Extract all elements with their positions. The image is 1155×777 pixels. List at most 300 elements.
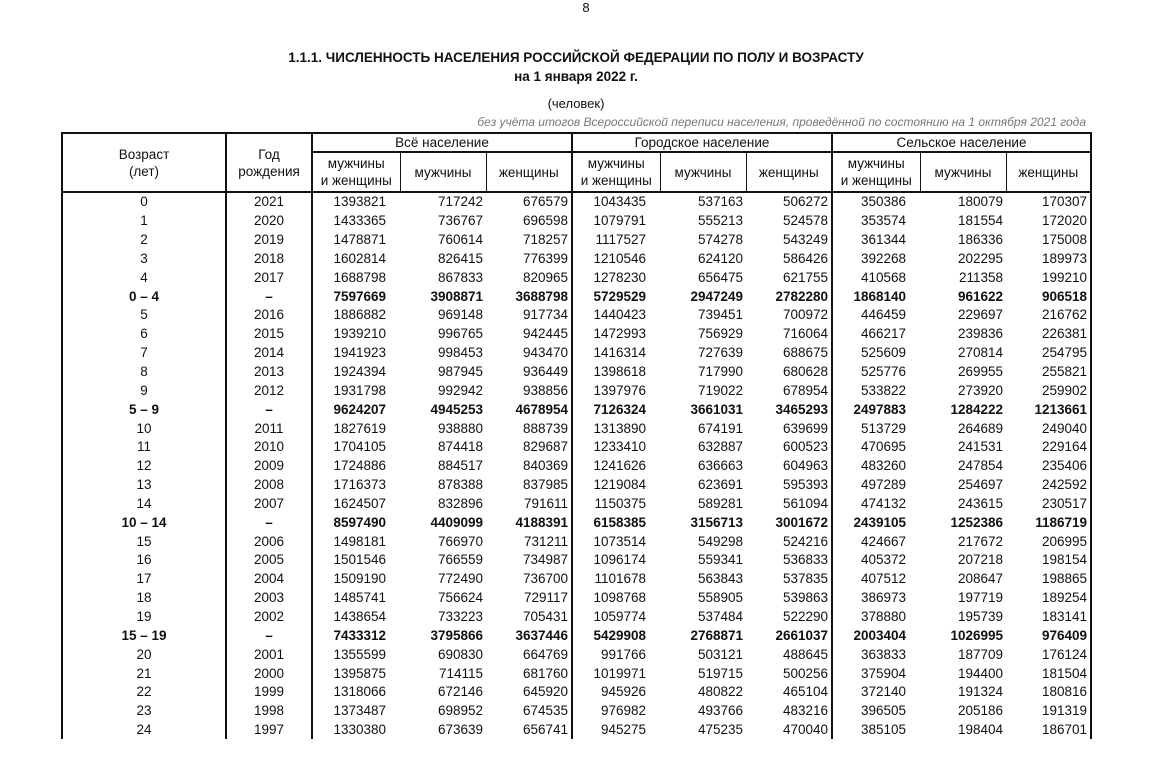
cell-rural-men: 254697 [957,477,1003,493]
cell-rural-men: 269955 [957,364,1003,380]
cell-rural-men: 961622 [957,288,1003,304]
cell-urban-both: 1416314 [593,345,646,361]
cell-birth-year: 2000 [226,664,312,683]
cell-urban-women: 678954 [746,381,832,400]
cell-urban-men: 623691 [697,477,743,493]
cell-rural-women: 189254 [1006,589,1091,608]
cell-urban-women: 539863 [746,589,832,608]
cell-urban-women: 604963 [746,457,832,476]
cell-urban-men: 537484 [697,608,743,624]
cell-total-both: 1330380 [333,722,386,738]
cell-rural-men: 211358 [958,269,1003,285]
table-row [62,702,1091,721]
cell-age: 18 [62,589,226,608]
cell-rural-men: 191324 [957,684,1003,700]
cell-total-men: 3908871 [430,288,483,304]
cell-rural-both: 446459 [860,307,906,323]
cell-urban-both: 945275 [600,722,646,738]
cell-total-men: 874418 [437,439,483,455]
table-row [62,419,1091,438]
cell-rural-both: 385105 [860,722,906,738]
cell-total-men: 969148 [437,307,483,323]
cell-birth-year: 2007 [226,495,312,514]
cell-total-both: 1941923 [333,345,386,361]
cell-urban-women: 3001672 [746,513,832,532]
cell-birth-year: 2001 [226,645,312,664]
cell-rural-women: 189973 [1006,250,1091,269]
cell-total-men: 987945 [437,364,483,380]
cell-rural-both: 2003404 [853,627,906,643]
cell-birth-year: 2006 [226,532,312,551]
cell-rural-women: 170307 [1006,192,1091,212]
cell-rural-men: 195739 [957,608,1003,624]
cell-age: 1 [62,212,226,231]
cell-total-men: 698952 [437,703,483,719]
cell-age: 10 [62,419,226,438]
header-group-rural: Сельское население [832,133,1091,152]
header-total-men: мужчины [400,152,486,192]
cell-urban-both: 1219084 [593,477,646,493]
cell-birth-year: – [226,400,312,419]
cell-total-women: 4188391 [486,513,572,532]
cell-birth-year: 2016 [226,306,312,325]
cell-birth-year: – [226,513,312,532]
cell-total-men: 3795866 [430,627,483,643]
cell-urban-men: 674191 [697,420,743,436]
cell-total-women: 705431 [486,608,572,627]
cell-total-men: 717242 [437,194,483,210]
cell-total-men: 766559 [437,552,483,568]
cell-urban-women: 595393 [746,476,832,495]
cell-total-men: 878388 [437,477,483,493]
table-row [62,570,1091,589]
cell-urban-both: 5429908 [593,627,646,643]
cell-urban-women: 2782280 [746,287,832,306]
cell-rural-women: 199210 [1006,268,1091,287]
cell-age: 15 – 19 [62,626,226,645]
cell-total-both: 9624207 [333,401,386,417]
cell-total-men: 672146 [437,684,483,700]
cell-total-men: 938880 [437,420,483,436]
cell-rural-women: 183141 [1006,608,1091,627]
cell-rural-men: 194400 [957,665,1003,681]
cell-total-both: 1602814 [333,250,386,266]
cell-total-men: 733223 [437,608,483,624]
cell-total-both: 1395875 [333,665,386,681]
cell-rural-men: 187709 [957,646,1003,662]
cell-urban-men: 636663 [697,458,743,474]
header-rural-women: женщины [1006,152,1091,192]
table-row [62,344,1091,363]
cell-urban-both: 1233410 [593,439,646,455]
cell-rural-both: 386973 [860,590,906,606]
cell-total-men: 826415 [437,250,483,266]
cell-rural-women: 254795 [1006,344,1091,363]
header-year-line1: Год [258,146,280,162]
cell-total-men: 690830 [437,646,483,662]
cell-urban-both: 991766 [600,646,646,662]
cell-total-women: 729117 [486,589,572,608]
cell-total-both: 1433365 [333,213,386,229]
cell-rural-women: 249040 [1006,419,1091,438]
header-urban-women: женщины [746,152,832,192]
cell-urban-women: 688675 [746,344,832,363]
cell-age: 21 [62,664,226,683]
cell-urban-both: 1440423 [593,307,646,323]
cell-total-women: 676579 [486,192,572,212]
header-age-line1: Возраст [118,146,170,162]
cell-birth-year: 2019 [226,231,312,250]
cell-urban-men: 475235 [697,722,743,738]
cell-urban-women: 537835 [746,570,832,589]
cell-urban-men: 717990 [697,364,743,380]
cell-total-men: 867833 [437,269,483,285]
cell-total-women: 681760 [486,664,572,683]
table-note: без учёта итогов Всероссийской переписи населения, проведённой по состоянию на 1 октября 2021 года [477,115,1086,129]
cell-birth-year: 2002 [226,608,312,627]
cell-rural-both: 525609 [860,345,906,361]
table-row [62,664,1091,683]
header-group-urban: Городское население [572,133,832,152]
table-row [62,306,1091,325]
cell-urban-men: 555213 [697,213,743,229]
cell-total-men: 736767 [437,213,483,229]
cell-rural-men: 239836 [957,326,1003,342]
cell-total-men: 760614 [437,232,483,248]
cell-rural-women: 198865 [1006,570,1091,589]
cell-rural-men: 205186 [957,703,1003,719]
cell-rural-women: 1186719 [1006,513,1091,532]
cell-urban-both: 1043435 [593,194,646,210]
cell-total-men: 766970 [437,533,483,549]
cell-rural-both: 474132 [860,495,906,511]
cell-urban-women: 2661037 [746,626,832,645]
cell-urban-men: 719022 [697,382,743,398]
cell-urban-women: 600523 [746,438,832,457]
cell-urban-men: 656475 [697,269,743,285]
cell-birth-year: 1998 [226,702,312,721]
cell-rural-women: 176124 [1006,645,1091,664]
header-rural-both [832,152,920,192]
table-row [62,721,1091,740]
cell-total-women: 674535 [486,702,572,721]
cell-urban-women: 488645 [746,645,832,664]
cell-urban-women: 500256 [746,664,832,683]
cell-total-both: 1716373 [333,477,386,493]
cell-birth-year: 2020 [226,212,312,231]
cell-age: 9 [62,381,226,400]
cell-age: 15 [62,532,226,551]
cell-total-women: 645920 [486,683,572,702]
cell-age: 24 [62,721,226,740]
cell-urban-men: 549298 [697,533,743,549]
cell-rural-women: 259902 [1006,381,1091,400]
cell-rural-women: 226381 [1006,325,1091,344]
cell-urban-both: 1117527 [595,232,646,248]
cell-total-men: 4409099 [430,514,483,530]
cell-rural-both: 407512 [860,571,906,587]
cell-urban-men: 2768871 [690,627,743,643]
cell-rural-men: 273920 [957,382,1003,398]
header-both-line2: и женщины [580,173,652,188]
cell-rural-men: 208647 [957,571,1003,587]
table-row [62,250,1091,269]
cell-birth-year: 2015 [226,325,312,344]
cell-total-women: 888739 [486,419,572,438]
table-row [62,363,1091,382]
table-row [62,268,1091,287]
cell-total-both: 1485741 [333,590,386,606]
table-row [62,608,1091,627]
cell-urban-both: 1398618 [593,364,646,380]
cell-rural-both: 378880 [860,608,906,624]
cell-rural-both: 2497883 [853,401,906,417]
cell-birth-year: 2013 [226,363,312,382]
cell-total-women: 734987 [486,551,572,570]
cell-urban-men: 480822 [697,684,743,700]
cell-age: 14 [62,495,226,514]
table-row [62,589,1091,608]
table-row-subtotal [62,287,1091,306]
cell-total-both: 1501546 [333,552,386,568]
cell-rural-women: 172020 [1006,212,1091,231]
header-both-line2: и женщины [840,173,912,188]
cell-age: 5 – 9 [62,400,226,419]
cell-total-women: 718257 [486,231,572,250]
cell-total-both: 1498181 [333,533,386,549]
cell-total-women: 820965 [486,268,572,287]
cell-rural-both: 375904 [860,665,906,681]
cell-urban-both: 1150375 [594,495,646,511]
cell-urban-women: 483216 [746,702,832,721]
cell-rural-men: 197719 [957,590,1003,606]
cell-urban-men: 739451 [697,307,743,323]
header-birth-year [226,133,312,192]
cell-total-both: 1827619 [333,420,386,436]
header-age-line2: (лет) [128,163,160,179]
table-row [62,645,1091,664]
cell-rural-men: 1284222 [950,401,1003,417]
header-both-line2: и женщины [320,173,392,188]
table-row [62,438,1091,457]
cell-total-women: 840369 [486,457,572,476]
cell-urban-both: 1101678 [594,571,646,587]
cell-total-women: 938856 [486,381,572,400]
unit-label: (человек) [547,96,605,111]
cell-total-both: 1355599 [333,646,386,662]
cell-urban-both: 6158385 [593,514,646,530]
cell-birth-year: 2005 [226,551,312,570]
table-row [62,325,1091,344]
cell-urban-men: 503121 [697,646,743,662]
header-year-line2: рождения [238,163,300,179]
cell-rural-women: 976409 [1006,626,1091,645]
cell-urban-both: 1059774 [593,608,646,624]
cell-total-women: 3688798 [486,287,572,306]
cell-age: 0 [62,192,226,212]
cell-total-both: 1478871 [333,232,386,248]
cell-rural-men: 247854 [957,458,1003,474]
cell-age: 10 – 14 [62,513,226,532]
cell-age: 20 [62,645,226,664]
cell-urban-men: 756929 [697,326,743,342]
cell-total-both: 1931798 [333,382,386,398]
cell-rural-both: 497289 [860,477,906,493]
cell-total-men: 714115 [438,665,483,681]
cell-rural-women: 229164 [1006,438,1091,457]
cell-urban-both: 1241626 [593,458,646,474]
cell-age: 2 [62,231,226,250]
cell-birth-year: 1997 [226,721,312,740]
cell-rural-men: 186336 [957,232,1003,248]
cell-urban-women: 524216 [746,532,832,551]
cell-total-both: 8597490 [333,514,386,530]
cell-birth-year: 2004 [226,570,312,589]
header-both-line1: мужчины [327,156,385,171]
cell-rural-men: 180079 [957,194,1003,210]
cell-rural-both: 2439105 [853,514,906,530]
cell-age: 13 [62,476,226,495]
cell-total-both: 7433312 [333,627,386,643]
cell-total-women: 837985 [486,476,572,495]
cell-total-women: 943470 [486,344,572,363]
cell-birth-year: 2003 [226,589,312,608]
cell-birth-year: 2008 [226,476,312,495]
cell-rural-women: 180816 [1006,683,1091,702]
cell-rural-women: 906518 [1006,287,1091,306]
cell-urban-men: 519715 [697,665,743,681]
cell-age: 16 [62,551,226,570]
header-both-line1: мужчины [847,156,905,171]
cell-age: 0 – 4 [62,287,226,306]
cell-rural-men: 198404 [957,722,1003,738]
cell-total-both: 1393821 [333,194,386,210]
cell-urban-men: 727639 [697,345,743,361]
cell-total-men: 756624 [437,590,483,606]
cell-total-women: 3637446 [486,626,572,645]
cell-urban-women: 716064 [746,325,832,344]
cell-age: 8 [62,363,226,382]
cell-total-women: 664769 [486,645,572,664]
table-row [62,476,1091,495]
cell-rural-women: 255821 [1006,363,1091,382]
cell-age: 23 [62,702,226,721]
table-row [62,457,1091,476]
cell-urban-both: 1278230 [593,269,646,285]
header-age [62,133,226,192]
cell-urban-women: 470040 [746,721,832,740]
cell-urban-women: 700972 [746,306,832,325]
cell-total-women: 917734 [486,306,572,325]
cell-urban-women: 522290 [746,608,832,627]
cell-urban-both: 1210546 [593,250,646,266]
cell-rural-both: 483260 [860,458,906,474]
table-row [62,231,1091,250]
cell-total-women: 4678954 [486,400,572,419]
cell-urban-both: 1098768 [593,590,646,606]
cell-rural-women: 235406 [1006,457,1091,476]
table-row-subtotal [62,626,1091,645]
cell-total-men: 832896 [437,495,483,511]
cell-urban-both: 1397976 [593,382,646,398]
cell-urban-women: 639699 [746,419,832,438]
cell-rural-men: 1026995 [950,627,1003,643]
header-group-total: Всё население [312,133,572,152]
cell-birth-year: 2021 [226,192,312,212]
cell-urban-women: 621755 [746,268,832,287]
cell-birth-year: 2018 [226,250,312,269]
cell-age: 12 [62,457,226,476]
table-row [62,551,1091,570]
header-total-women: женщины [486,152,572,192]
cell-urban-both: 976982 [600,703,646,719]
cell-urban-both: 1313890 [593,420,646,436]
cell-urban-both: 945926 [600,684,646,700]
cell-rural-men: 217672 [957,533,1003,549]
cell-total-women: 942445 [486,325,572,344]
header-urban-men: мужчины [660,152,746,192]
cell-rural-men: 264689 [957,420,1003,436]
header-urban-both [572,152,660,192]
cell-rural-both: 363833 [860,646,906,662]
cell-urban-men: 537163 [697,194,743,210]
cell-total-men: 884517 [437,458,483,474]
cell-birth-year: 2017 [226,268,312,287]
cell-urban-men: 632887 [697,439,743,455]
cell-rural-men: 1252386 [950,514,1003,530]
cell-total-women: 829687 [486,438,572,457]
cell-rural-men: 207218 [957,552,1003,568]
cell-birth-year: 2009 [226,457,312,476]
cell-total-men: 673639 [437,722,483,738]
cell-urban-women: 465104 [746,683,832,702]
cell-birth-year: 1999 [226,683,312,702]
cell-urban-both: 1472993 [593,326,646,342]
cell-urban-both: 1096174 [593,552,646,568]
cell-urban-men: 2947249 [690,288,743,304]
table-row [62,532,1091,551]
cell-urban-women: 524578 [746,212,832,231]
table-row-subtotal [62,513,1091,532]
cell-total-women: 776399 [486,250,572,269]
cell-total-both: 1724886 [333,458,386,474]
cell-total-both: 1373487 [333,703,386,719]
cell-rural-men: 241531 [957,439,1003,455]
cell-birth-year: 2012 [226,381,312,400]
page-number: 8 [582,0,590,15]
header-total-both [312,152,400,192]
cell-rural-women: 206995 [1006,532,1091,551]
cell-urban-men: 559341 [697,552,743,568]
table-row [62,212,1091,231]
cell-rural-women: 216762 [1006,306,1091,325]
cell-birth-year: 2011 [226,419,312,438]
table-row [62,192,1091,212]
cell-rural-both: 372140 [860,684,906,700]
cell-urban-both: 1079791 [593,213,646,229]
cell-urban-men: 558905 [697,590,743,606]
cell-urban-women: 561094 [746,495,832,514]
cell-rural-women: 175008 [1006,231,1091,250]
cell-total-women: 696598 [486,212,572,231]
cell-total-both: 1318066 [333,684,386,700]
cell-urban-both: 5729529 [593,288,646,304]
cell-rural-both: 525776 [860,364,906,380]
cell-total-women: 731211 [486,532,572,551]
table-row [62,495,1091,514]
cell-rural-both: 405372 [860,552,906,568]
cell-rural-both: 466217 [860,326,906,342]
